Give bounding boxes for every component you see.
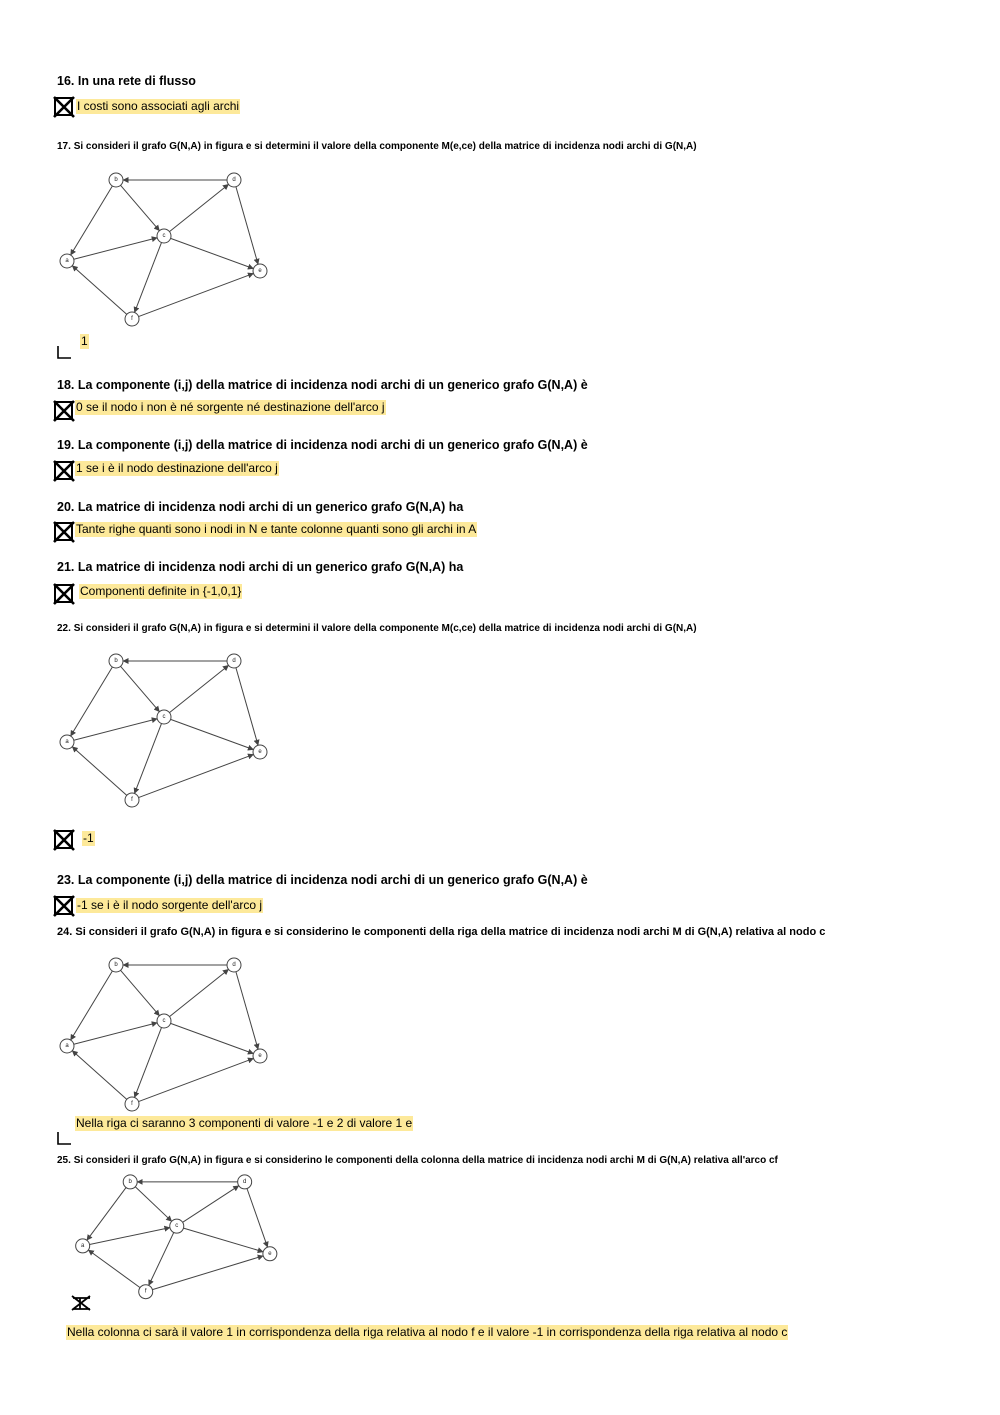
graph-figure-24 xyxy=(56,955,286,1115)
checkbox-22-checked[interactable] xyxy=(53,829,75,856)
node-label-f: f xyxy=(131,1101,133,1107)
question-22-title: 22. Si consideri il grafo G(N,A) in figura e si determini il valore della componente M(c,ce) della matrice di incidenza nodi archi di G(N,A) xyxy=(57,623,697,634)
answer-17[interactable]: 1 xyxy=(81,334,88,348)
node-label-a: a xyxy=(80,1242,85,1249)
edge-cf xyxy=(135,1028,162,1098)
node-label-f: f xyxy=(144,1288,147,1295)
node-label-e: e xyxy=(258,749,262,755)
node-label-c: c xyxy=(162,714,166,720)
checkbox-17[interactable] xyxy=(56,344,78,371)
node-label-e: e xyxy=(258,268,262,274)
node-label-f: f xyxy=(131,316,133,322)
edge-ce xyxy=(171,719,254,749)
answer-18[interactable]: 0 se il nodo i non è né sorgente né destinazione dell'arco j xyxy=(76,400,385,414)
edge-fe xyxy=(139,754,254,797)
edge-ac xyxy=(74,719,157,741)
node-label-d: d xyxy=(242,1178,247,1185)
checkbox-24[interactable] xyxy=(56,1130,78,1157)
question-16-title: 16. In una rete di flusso xyxy=(57,74,196,88)
edge-cd xyxy=(169,184,228,231)
edge-ba xyxy=(71,667,113,736)
question-17-title: 17. Si consideri il grafo G(N,A) in figura e si determini il valore della componente M(e,ce) della matrice di incidenza nodi archi di G(N,A) xyxy=(57,141,697,152)
edge-ac xyxy=(74,238,157,260)
node-label-c: c xyxy=(162,1018,166,1024)
edge-ba xyxy=(71,186,113,255)
edge-cd xyxy=(169,665,228,712)
edge-cf xyxy=(135,724,162,794)
question-19-title: 19. La componente (i,j) della matrice di incidenza nodi archi di un generico grafo G(N,A) è xyxy=(57,438,588,452)
edge-de xyxy=(236,668,258,746)
answer-20[interactable]: Tante righe quanti sono i nodi in N e tante colonne quanti sono gli archi in A xyxy=(76,522,477,536)
answer-21[interactable]: Componenti definite in {-1,0,1} xyxy=(80,584,242,598)
question-23-title: 23. La componente (i,j) della matrice di incidenza nodi archi di un generico grafo G(N,A) è xyxy=(57,873,588,887)
answer-24[interactable]: Nella riga ci saranno 3 componenti di valore -1 e 2 di valore 1 e xyxy=(76,1116,413,1130)
edge-bc xyxy=(121,970,160,1015)
node-label-a: a xyxy=(65,739,69,745)
edge-ce xyxy=(171,1023,254,1053)
answer-25[interactable]: Nella colonna ci sarà il valore 1 in corrispondenza della riga relativa al nodo f e il valore -1 in corrispondenza della riga relativa al nodo c xyxy=(67,1325,788,1339)
answer-16[interactable]: I costi sono associati agli archi xyxy=(77,99,240,113)
node-label-c: c xyxy=(162,233,166,239)
node-label-b: b xyxy=(114,177,118,183)
graph-figure-17 xyxy=(56,170,286,330)
checkbox-20-checked[interactable] xyxy=(53,521,75,548)
node-label-b: b xyxy=(114,962,118,968)
edge-ba xyxy=(71,971,113,1040)
edge-de xyxy=(236,972,258,1050)
edge-bc xyxy=(135,1187,171,1222)
node-label-f: f xyxy=(131,797,133,803)
edge-cf xyxy=(135,243,162,313)
node-label-a: a xyxy=(65,1043,69,1049)
question-20-title: 20. La matrice di incidenza nodi archi di un generico grafo G(N,A) ha xyxy=(57,500,464,514)
question-18-title: 18. La componente (i,j) della matrice di incidenza nodi archi di un generico grafo G(N,A) è xyxy=(57,378,588,392)
node-label-d: d xyxy=(232,658,236,664)
edge-fa xyxy=(88,1250,140,1288)
checkbox-16-checked[interactable] xyxy=(53,96,75,123)
node-label-e: e xyxy=(258,1053,262,1059)
edge-ce xyxy=(171,238,254,268)
edge-fe xyxy=(139,273,254,316)
edge-bc xyxy=(121,666,160,711)
edge-ce xyxy=(183,1228,263,1252)
question-24-title: 24. Si consideri il grafo G(N,A) in figura e si considerino le componenti della riga della matrice di incidenza nodi archi M di G(N,A) relativa al nodo c xyxy=(57,926,826,938)
edge-ac xyxy=(90,1228,170,1245)
edge-fe xyxy=(139,1058,254,1101)
node-label-e: e xyxy=(268,1250,272,1257)
node-label-a: a xyxy=(65,258,69,264)
node-label-b: b xyxy=(128,1178,132,1185)
edge-cd xyxy=(183,1186,239,1223)
edge-de xyxy=(236,187,258,265)
edge-ba xyxy=(87,1188,126,1241)
question-21-title: 21. La matrice di incidenza nodi archi di un generico grafo G(N,A) ha xyxy=(57,560,464,574)
edge-fa xyxy=(72,1051,127,1100)
node-label-b: b xyxy=(114,658,118,664)
checkbox-21-checked[interactable] xyxy=(53,583,75,610)
edge-fa xyxy=(72,266,127,315)
checkbox-18-checked[interactable] xyxy=(53,400,75,427)
graph-figure-22 xyxy=(56,651,286,811)
checkbox-19-checked[interactable] xyxy=(53,460,75,487)
edge-fe xyxy=(152,1256,263,1290)
answer-23[interactable]: -1 se i è il nodo sorgente dell'arco j xyxy=(77,898,263,912)
node-label-d: d xyxy=(232,962,236,968)
edge-fa xyxy=(72,747,127,796)
edge-bc xyxy=(121,185,160,230)
checkbox-25-checked[interactable] xyxy=(70,1294,94,1317)
edge-de xyxy=(247,1189,268,1248)
node-label-d: d xyxy=(232,177,236,183)
graph-figure-25 xyxy=(72,1174,302,1304)
checkbox-23-checked[interactable] xyxy=(53,895,75,922)
edge-cd xyxy=(169,969,228,1016)
answer-19[interactable]: 1 se i è il nodo destinazione dell'arco j xyxy=(76,461,278,475)
edge-ac xyxy=(74,1023,157,1045)
edge-cf xyxy=(149,1232,174,1285)
question-25-title: 25. Si consideri il grafo G(N,A) in figura e si considerino le componenti della colonna della matrice di incidenza nodi archi M di G(N,A) relativa all'arco cf xyxy=(57,1155,778,1166)
answer-22[interactable]: -1 xyxy=(83,831,94,845)
node-label-c: c xyxy=(175,1223,179,1230)
